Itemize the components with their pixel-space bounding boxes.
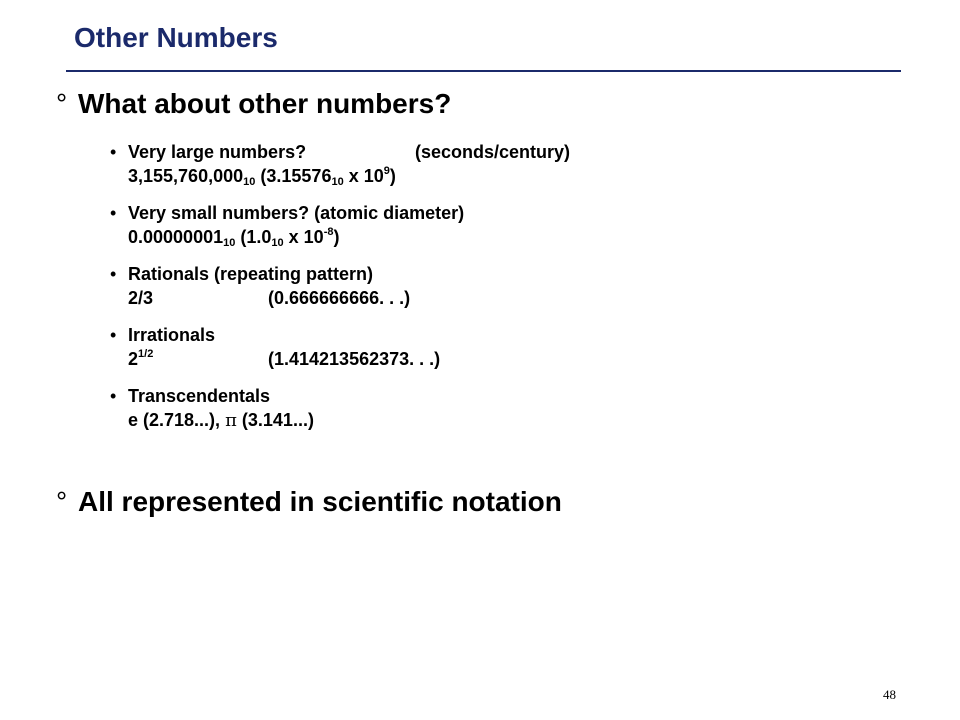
main-point-scientific-notation: [56, 486, 562, 518]
bullet-dot-icon: •: [110, 325, 117, 345]
bullet-large-numbers: [110, 140, 710, 188]
main-point-other-numbers: [56, 88, 451, 120]
example-scientific-open: (3.15576: [260, 166, 332, 186]
bullet-heading: Very small numbers? (atomic diameter): [128, 203, 465, 223]
pi-symbol-icon: π: [225, 410, 237, 431]
main-point-text: All represented in scientific notation: [78, 486, 562, 517]
bullet-heading: Very large numbers?: [128, 142, 307, 162]
example-scientific-close: ): [333, 227, 340, 247]
bullet-heading: Transcendentals: [128, 386, 271, 406]
bullet-example: [128, 225, 710, 249]
example-expansion: (1.414213562373. . .): [268, 349, 441, 369]
bullet-rationals: [110, 262, 710, 310]
example-scientific-close: ): [389, 166, 396, 186]
example-value: [128, 349, 153, 369]
bullet-heading-row: [128, 140, 710, 164]
example-base-subscript: 10: [243, 176, 256, 188]
example-value: 2/3: [128, 288, 154, 308]
bullet-example: [128, 286, 710, 310]
example-scientific-subscript: 10: [271, 237, 284, 249]
bullet-heading: Rationals (repeating pattern): [128, 264, 374, 284]
bullet-heading: Irrationals: [128, 325, 216, 345]
bullet-dot-icon: •: [110, 264, 117, 284]
bullet-dot-icon: •: [110, 203, 117, 223]
example-exponent: 9: [383, 165, 390, 177]
slide-title: Other Numbers: [74, 22, 278, 53]
example-scientific-open: (1.0: [240, 227, 272, 247]
example-expansion: (0.666666666. . .): [268, 288, 411, 308]
example-exponent: 1/2: [138, 348, 154, 360]
bullet-small-numbers: [110, 201, 710, 249]
example-value: 0.00000001: [128, 227, 224, 247]
example-base-subscript: 10: [223, 237, 236, 249]
example-scientific-mid: x 10: [343, 166, 384, 186]
example-scientific-mid: x 10: [283, 227, 324, 247]
bullet-dot-icon: •: [110, 386, 117, 406]
bullet-example: [128, 164, 710, 188]
bullet-example: [128, 347, 710, 371]
example-pi-value: (3.141...): [236, 410, 314, 430]
example-scientific-subscript: 10: [331, 176, 344, 188]
example-e-value: e (2.718...),: [128, 410, 226, 430]
example-base: 2: [128, 349, 139, 369]
bullet-example: [128, 408, 710, 433]
example-exponent: -8: [323, 226, 334, 238]
bullet-transcendentals: [110, 384, 710, 433]
title-divider: [66, 70, 901, 72]
example-value: 3,155,760,000: [128, 166, 244, 186]
main-point-text: What about other numbers?: [78, 88, 452, 119]
bullet-dot-icon: •: [110, 142, 117, 162]
page-number: 48: [883, 687, 896, 702]
degree-bullet-icon: °: [56, 486, 68, 517]
sub-bullet-list: [110, 140, 710, 446]
bullet-irrationals: [110, 323, 710, 371]
degree-bullet-icon: °: [56, 88, 68, 119]
bullet-heading-note: (seconds/century): [415, 142, 571, 162]
